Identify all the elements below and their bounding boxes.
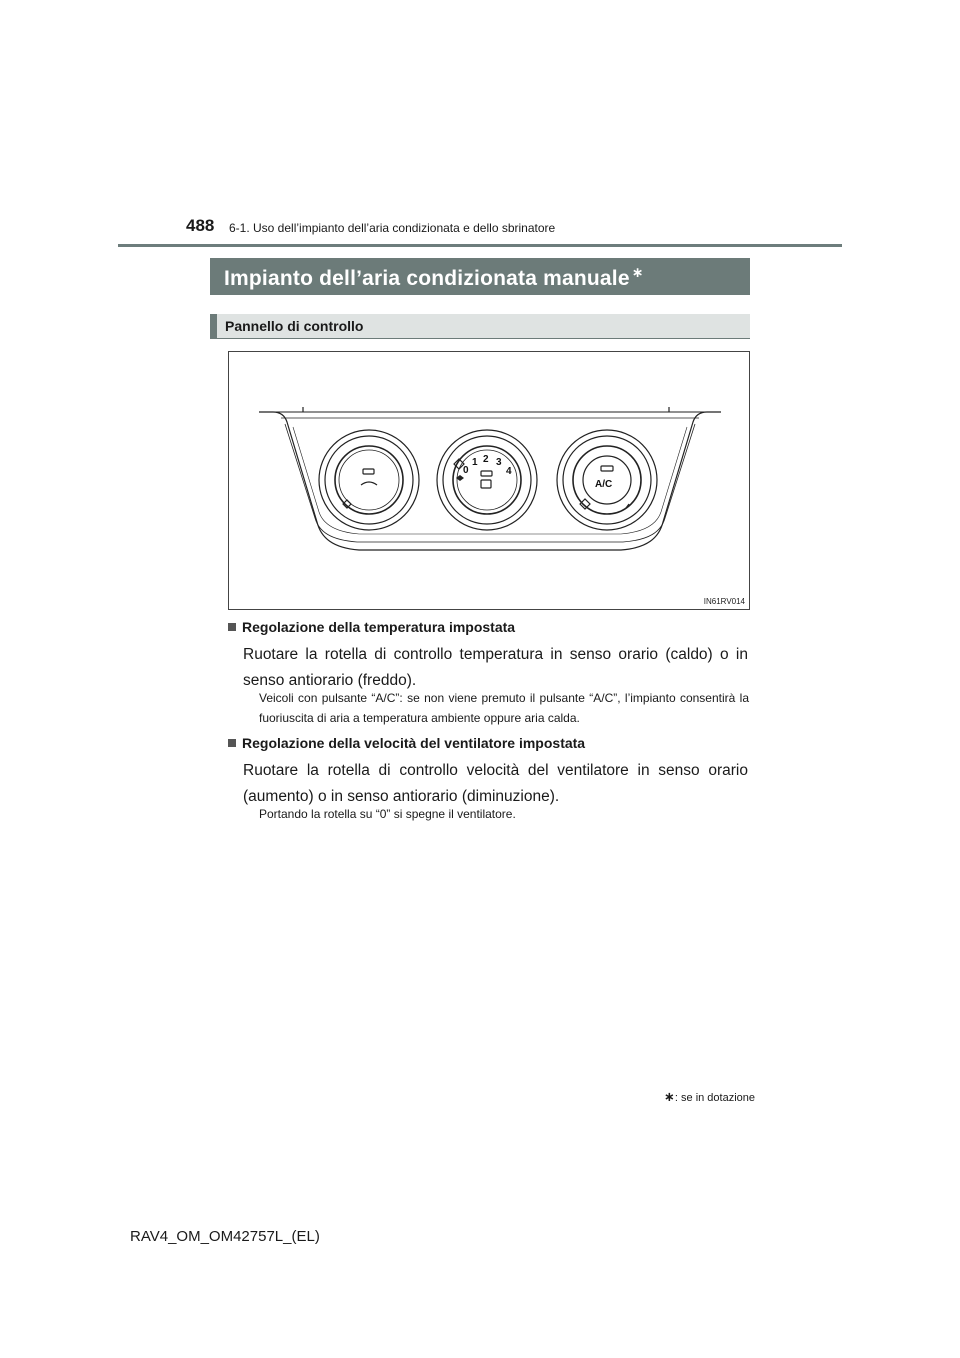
fan-speed-2: 2 (483, 454, 489, 465)
item-heading-temperature (228, 619, 515, 635)
header-rule (118, 244, 842, 247)
ac-label: A/C (595, 479, 613, 490)
figure-code: IN61RV014 (703, 597, 745, 606)
control-panel-illustration (229, 352, 751, 611)
page-title (210, 258, 750, 295)
fan-speed-4: 4 (506, 466, 512, 477)
document-code: RAV4_OM_OM42757L_(EL) (130, 1228, 320, 1245)
page-number: 488 (186, 216, 215, 235)
page-title-text: Impianto dell’aria condizionata manuale (224, 267, 630, 290)
item-body-temperature: Ruotare la rotella di controllo temperatura in senso orario (caldo) o in senso antiorario (freddo). (243, 646, 748, 689)
bullet-square-icon (228, 739, 236, 747)
footnote-mark: ∗ (664, 1089, 675, 1104)
control-panel-figure (228, 351, 750, 610)
item-note-temperature: Veicoli con pulsante “A/C”: se non viene premuto il pulsante “A/C”, l’impianto consentirà la fuoriuscita di aria a temperatura ambiente oppure aria calda. (259, 691, 749, 725)
optional-mark: ∗ (631, 264, 644, 280)
footnote-text: : se in dotazione (674, 1092, 756, 1104)
footnote (664, 1089, 755, 1105)
subsection-title: Pannello di controllo (225, 318, 364, 334)
fan-speed-0: 0 (463, 465, 469, 476)
fan-speed-1: 1 (472, 457, 478, 468)
item-heading-fan (228, 735, 585, 751)
item-note-fan: Portando la rotella su “0” si spegne il ventilatore. (259, 807, 516, 821)
section-reference: 6-1. Uso dell’impianto dell’aria condizionata e dello sbrinatore (229, 221, 556, 235)
bullet-square-icon (228, 623, 236, 631)
fan-speed-3: 3 (496, 457, 502, 468)
item-heading-text: Regolazione della velocità del ventilatore impostata (242, 735, 586, 751)
item-heading-text: Regolazione della temperatura impostata (242, 619, 516, 635)
subsection-accent (210, 314, 217, 339)
item-body-fan: Ruotare la rotella di controllo velocità del ventilatore in senso orario (aumento) o in senso antiorario (diminuzione). (243, 762, 748, 805)
